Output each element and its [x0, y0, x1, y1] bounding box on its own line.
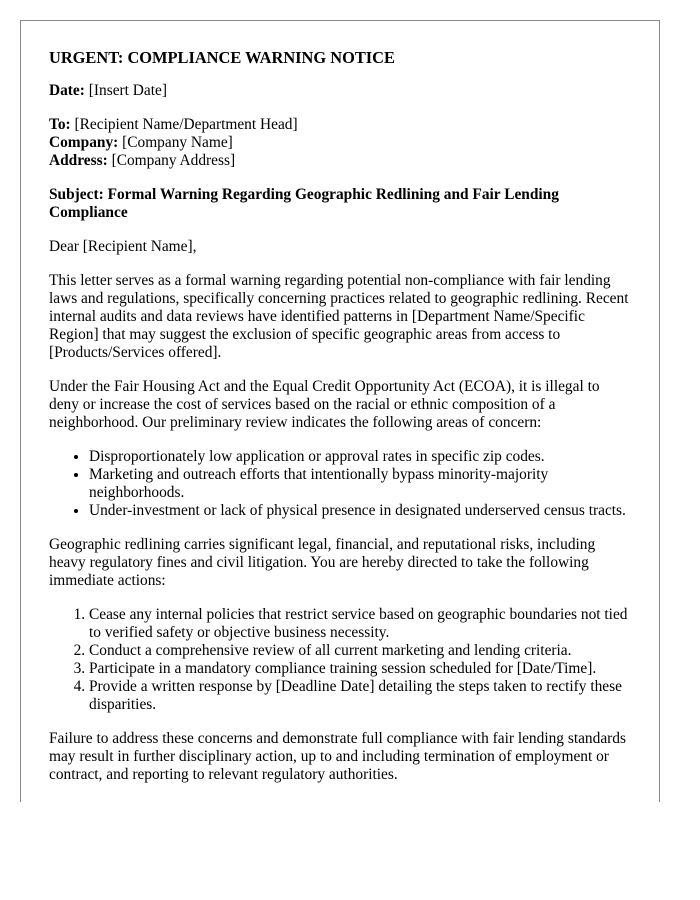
date-value: [Insert Date] [84, 82, 167, 99]
company-label: Company: [49, 134, 119, 151]
paragraph-consequences: Failure to address these concerns and demonstrate full compliance with fair lending standards may result in further disciplinary action, up to and including termination of employment or contract, and reporting to relevant regulatory authorities. [49, 730, 626, 783]
address-value: [Company Address] [107, 152, 236, 169]
to-label: To: [49, 116, 71, 133]
to-value: [Recipient Name/Department Head] [70, 116, 298, 133]
list-item: • Disproportionately low application or approval rates in specific zip codes. [89, 448, 631, 466]
paragraph-legal: Under the Fair Housing Act and the Equal Credit Opportunity Act (ECOA), it is illegal to deny or increase the cost of services based on the racial or ethnic composition of a neighborhood. Our preliminary review indicates the following areas of concern: [49, 378, 600, 431]
list-item: 3. Participate in a mandatory compliance training session scheduled for [Date/Time]. [89, 660, 631, 678]
paragraph-intro: This letter serves as a formal warning regarding potential non-compliance with fair lending laws and regulations, specifically concerning practices related to geographic redlining. Recent internal audits and data reviews have identified patterns in [Department Name/Specific Region] that may suggest the exclusion of specific geographic areas from access to [Products/Services offered]. [49, 272, 629, 361]
subject-line: Subject: Formal Warning Regarding Geographic Redlining and Fair Lending Compliance [49, 186, 559, 221]
paragraph-risks: Geographic redlining carries significant legal, financial, and reputational risks, including heavy regulatory fines and civil litigation. You are hereby directed to take the following immediate actions: [49, 536, 596, 589]
notice-title: URGENT: COMPLIANCE WARNING NOTICE [49, 48, 395, 67]
date-label: Date: [49, 82, 85, 99]
concerns-list [49, 448, 631, 520]
list-item: 1. Cease any internal policies that restrict service based on geographic boundaries not tied to verified safety or objective business necessity. [89, 606, 631, 642]
list-item: 2. Conduct a comprehensive review of all current marketing and lending criteria. [89, 642, 631, 660]
company-value: [Company Name] [118, 134, 233, 151]
warning-letter [20, 20, 660, 802]
date-line [49, 82, 631, 100]
recipient-block [49, 116, 631, 170]
list-item: • Marketing and outreach efforts that intentionally bypass minority-majority neighborhoods. [89, 466, 631, 502]
list-item: 4. Provide a written response by [Deadline Date] detailing the steps taken to rectify these disparities. [89, 678, 631, 714]
list-item: • Under-investment or lack of physical presence in designated underserved census tracts. [89, 502, 631, 520]
address-label: Address: [49, 152, 108, 169]
salutation: Dear [Recipient Name], [49, 238, 197, 255]
actions-list [49, 606, 631, 714]
